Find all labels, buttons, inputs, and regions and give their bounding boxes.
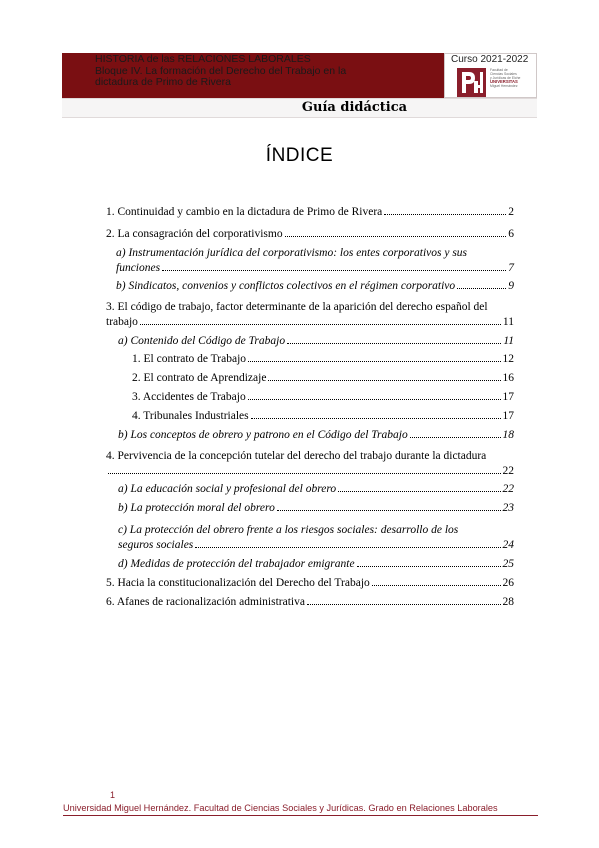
course-box [444,53,537,98]
logo-text: Facultad de Ciencias Sociales y Jurídicas de Elche UNIVERSITAS Miguel Hernández [490,68,521,88]
toc-entry[interactable]: a) La educación social y profesional del obrero 22 [118,483,514,495]
toc-entry[interactable]: d) Medidas de protección del trabajador emigrante 25 [118,558,514,570]
course-label: Curso 2021-2022 [451,54,529,65]
toc-entry[interactable]: 6. Afanes de racionalización administrativa 28 [106,596,514,608]
toc-entry[interactable]: b) Sindicatos, convenios y conflictos colectivos en el régimen corporativo 9 [116,280,514,292]
toc-entry[interactable]: 2. El contrato de Aprendizaje 16 [132,372,514,384]
toc-entry[interactable]: 5. Hacia la constitucionalización del Derecho del Trabajo 26 [106,577,514,589]
subject-title: HISTORIA de las RELACIONES LABORALES [95,53,311,65]
toc-entry[interactable]: 3. Accidentes de Trabajo 17 [132,391,514,403]
block-title-line2: dictadura de Primo de Rivera [95,76,231,88]
guide-title: Guía didáctica [62,98,537,118]
toc-entry[interactable]: b) La protección moral del obrero 23 [118,502,514,514]
footer-divider [63,815,538,816]
toc-entry[interactable]: a) Contenido del Código de Trabajo 11 [118,335,514,347]
toc-entry[interactable]: b) Los conceptos de obrero y patrono en el Código del Trabajo 18 [118,429,514,441]
toc-entry[interactable]: 1. Continuidad y cambio en la dictadura de Primo de Rivera 2 [106,206,514,218]
header-band [62,53,444,98]
page-number: 1 [110,790,116,800]
toc-entry[interactable]: 4. Tribunales Industriales 17 [132,410,514,422]
toc-entry[interactable]: 1. El contrato de Trabajo 12 [132,353,514,365]
toc-entry[interactable]: 3. El código de trabajo, factor determinante de la aparición del derecho español del trabajo 11 [106,301,514,328]
toc-entry[interactable]: a) Instrumentación jurídica del corporativismo: los entes corporativos y sus funciones 7 [116,247,514,274]
footer-text: Universidad Miguel Hernández. Facultad de Ciencias Sociales y Jurídicas. Grado en Relaciones Laborales [63,803,498,813]
toc-entry[interactable]: 4. Pervivencia de la concepción tutelar del derecho del trabajo durante la dictadura 22 [106,450,514,477]
toc-title: ÍNDICE [265,145,334,166]
toc-entry[interactable]: c) La protección del obrero frente a los riesgos sociales: desarrollo de los seguros sociales 24 [118,524,514,551]
university-logo-icon [457,68,486,97]
toc-entry[interactable]: 2. La consagración del corporativismo 6 [106,228,514,240]
block-title-line1: Bloque IV. La formación del Derecho del Trabajo en la [95,64,347,77]
